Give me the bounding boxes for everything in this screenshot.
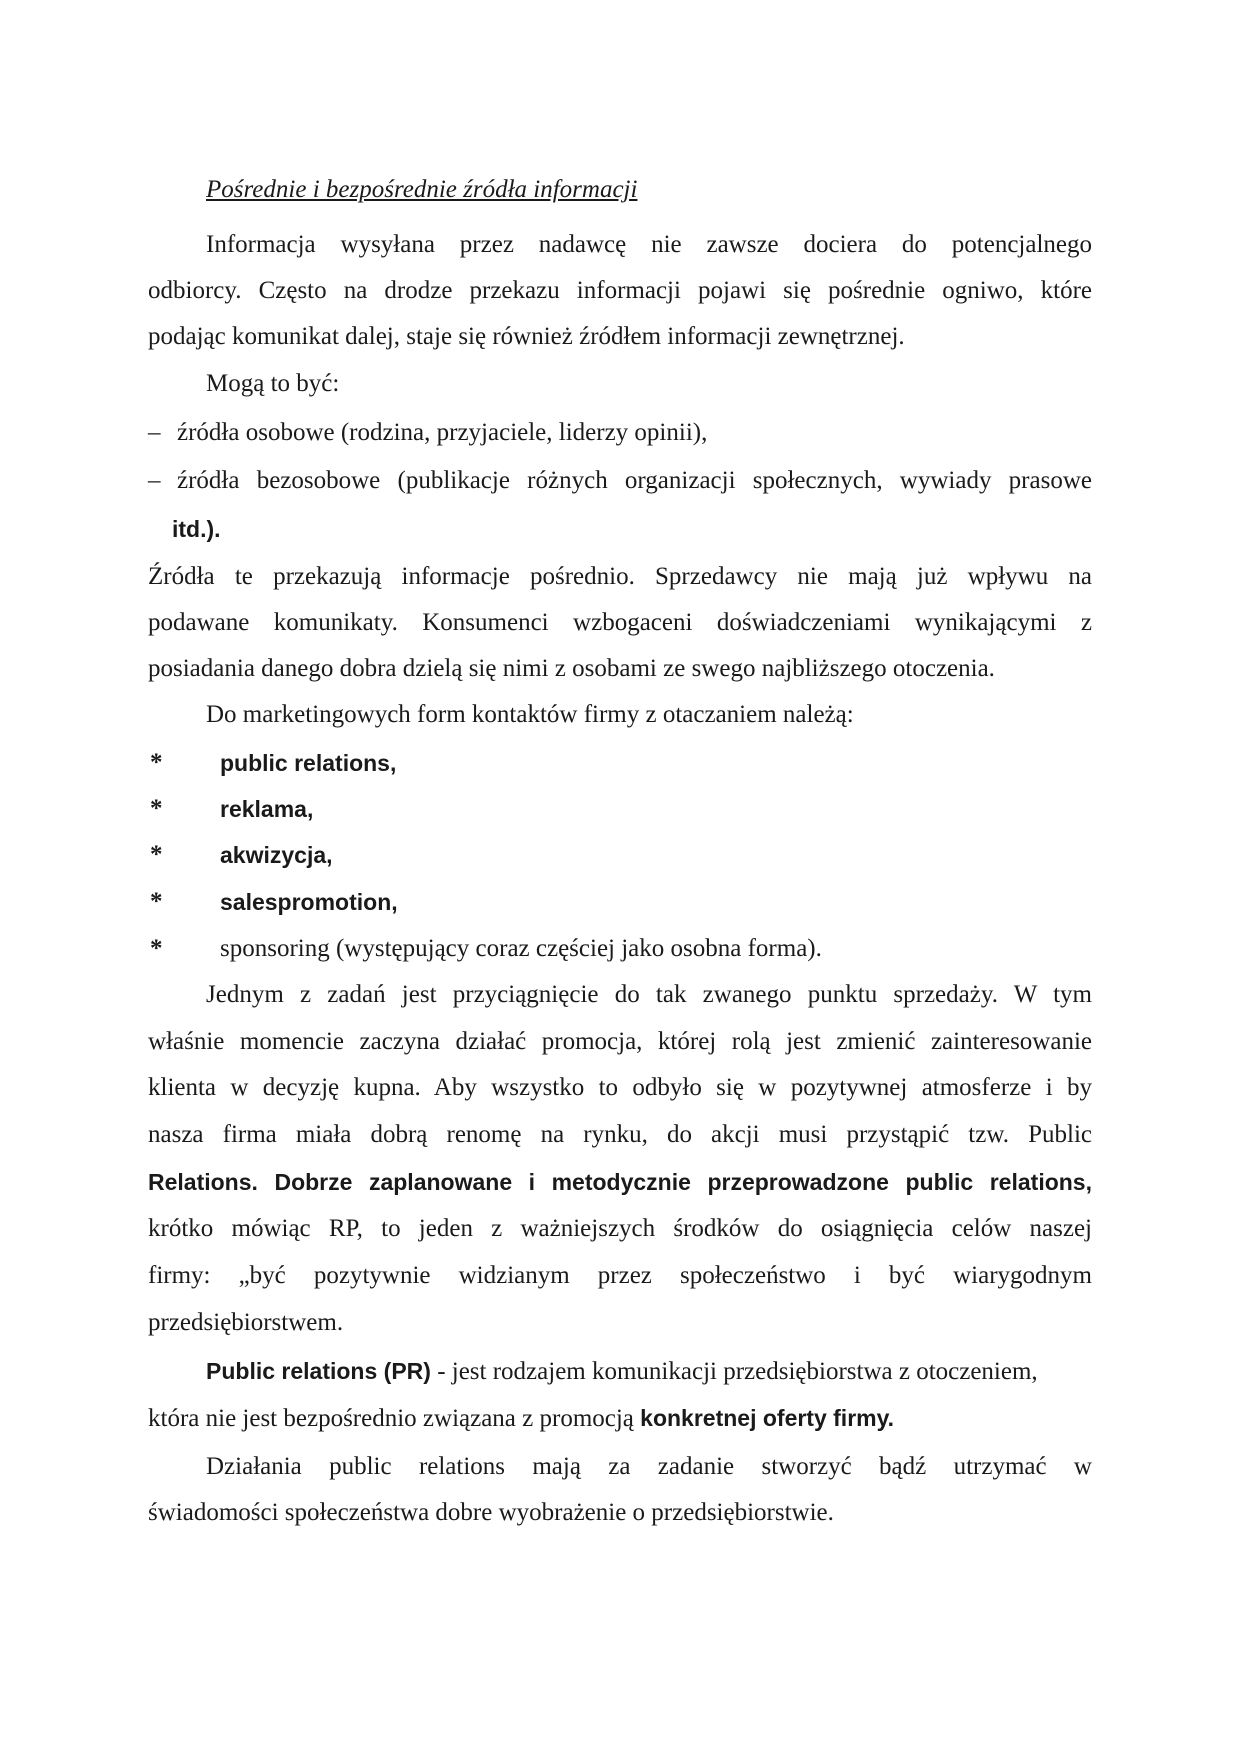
star-bullet: * — [150, 795, 163, 822]
paragraph-line: Działania public relations mają za zadanie stworzyć bądź utrzymać w — [206, 1453, 1092, 1480]
list-item: źródła osobowe (rodzina, przyjaciele, liderzy opinii), — [177, 419, 708, 446]
definition-emphasis: konkretnej oferty firmy. — [640, 1405, 895, 1431]
paragraph-line: przedsiębiorstwem. — [148, 1309, 344, 1336]
paragraph-line: krótko mówiąc RP, to jeden z ważniejszych środków do osiągnięcia celów naszej — [148, 1215, 1092, 1242]
form-item: akwizycja, — [220, 842, 333, 868]
paragraph-line: klienta w decyzję kupna. Aby wszystko to odbyło się w pozytywnej atmosferze i by — [148, 1074, 1092, 1101]
paragraph-line: świadomości społeczeństwa dobre wyobrażenie o przedsiębiorstwie. — [148, 1499, 834, 1526]
paragraph-line: podawane komunikaty. Konsumenci wzbogaceni doświadczeniami wynikającymi z — [148, 609, 1092, 636]
paragraph-line: Informacja wysyłana przez nadawcę nie zawsze dociera do potencjalnego — [206, 231, 1092, 258]
dash-bullet: – — [148, 419, 161, 446]
form-item: sponsoring (występujący coraz częściej jako osobna forma). — [220, 935, 822, 962]
definition-line — [148, 1403, 1092, 1435]
section-title: Pośrednie i bezpośrednie źródła informacji — [206, 176, 638, 203]
star-bullet: * — [150, 935, 163, 962]
definition-text: - jest rodzajem komunikacji przedsiębiorstwa z otoczeniem, — [430, 1358, 1038, 1385]
star-bullet: * — [150, 888, 163, 915]
definition-line — [206, 1356, 1092, 1388]
paragraph-line: Źródła te przekazują informacje pośrednio. Sprzedawcy nie mają już wpływu na — [148, 563, 1092, 590]
paragraph-line: podając komunikat dalej, staje się również źródłem informacji zewnętrznej. — [148, 323, 905, 350]
definition-term: Public relations (PR) — [206, 1358, 431, 1384]
paragraph-line: nasza firma miała dobrą renomę na rynku, do akcji musi przystąpić tzw. Public — [148, 1121, 1092, 1148]
form-item: salespromotion, — [220, 889, 398, 915]
star-bullet: * — [150, 841, 163, 868]
form-item: public relations, — [220, 750, 397, 776]
form-item: reklama, — [220, 796, 314, 822]
forms-intro: Do marketingowych form kontaktów firmy z otaczaniem należą: — [206, 701, 854, 728]
list-item: źródła bezosobowe (publikacje różnych organizacji społecznych, wywiady prasowe — [177, 467, 1092, 494]
star-bullet: * — [150, 749, 163, 776]
paragraph-line: odbiorcy. Często na drodze przekazu informacji pojawi się pośrednie ogniwo, które — [148, 277, 1092, 304]
paragraph-line: Jednym z zadań jest przyciągnięcie do tak zwanego punktu sprzedaży. W tym — [206, 981, 1092, 1008]
dash-bullet: – — [148, 467, 161, 494]
paragraph-line: posiadania danego dobra dzielą się nimi z osobami ze swego najbliższego otoczenia. — [148, 655, 995, 682]
paragraph-line: Relations. Dobrze zaplanowane i metodycznie przeprowadzone public relations, — [148, 1169, 1092, 1195]
list-intro: Mogą to być: — [206, 370, 340, 397]
paragraph-line: właśnie momencie zaczyna działać promocja, której rolą jest zmienić zainteresowanie — [148, 1028, 1092, 1055]
paragraph-line: firmy: „być pozytywnie widzianym przez społeczeństwo i być wiarygodnym — [148, 1262, 1092, 1289]
definition-text: która nie jest bezpośrednio związana z promocją — [148, 1405, 641, 1432]
list-item-continuation: itd.). — [172, 516, 221, 542]
